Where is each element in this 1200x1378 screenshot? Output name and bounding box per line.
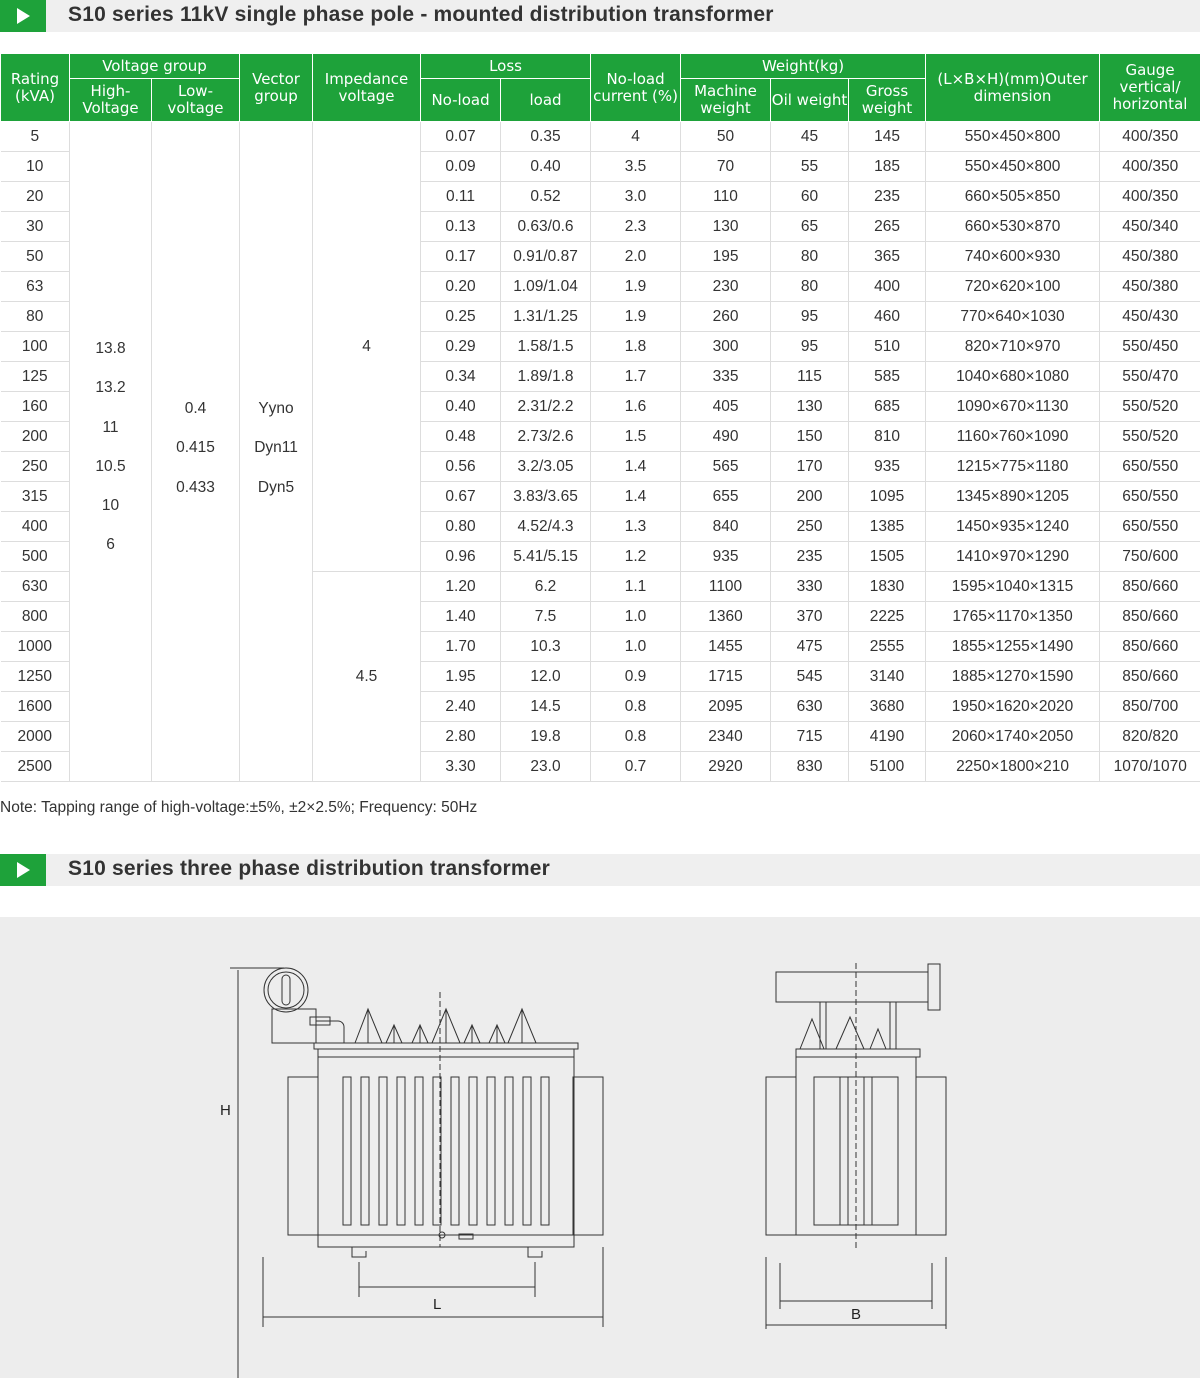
cell-outer-dimension: 1855×1255×1490 (926, 632, 1100, 662)
cell-machine-weight: 840 (681, 512, 771, 542)
cell-machine-weight: 1715 (681, 662, 771, 692)
cell-no-load-current: 1.0 (591, 602, 681, 632)
cell-machine-weight: 2340 (681, 722, 771, 752)
cell-no-load-current: 1.4 (591, 482, 681, 512)
cell-no-load-current: 2.0 (591, 242, 681, 272)
cell-no-load-loss: 0.13 (421, 212, 501, 242)
cell-rating: 63 (1, 272, 70, 302)
cell-rating: 160 (1, 392, 70, 422)
cell-outer-dimension: 1595×1040×1315 (926, 572, 1100, 602)
cell-gross-weight: 1505 (849, 542, 926, 572)
cell-oil-weight: 65 (771, 212, 849, 242)
cell-machine-weight: 130 (681, 212, 771, 242)
spec-table (0, 53, 1200, 782)
cell-oil-weight: 545 (771, 662, 849, 692)
cell-rating: 1250 (1, 662, 70, 692)
cell-outer-dimension: 2060×1740×2050 (926, 722, 1100, 752)
cell-machine-weight: 195 (681, 242, 771, 272)
cell-load-loss: 23.0 (501, 752, 591, 782)
cell-gauge: 850/660 (1100, 572, 1200, 602)
cell-no-load-loss: 0.17 (421, 242, 501, 272)
cell-high-voltage-group (70, 122, 152, 782)
header-no-load-current: No-load current (%) (591, 54, 681, 122)
cell-no-load-loss: 0.48 (421, 422, 501, 452)
cell-impedance-voltage: 4.5 (313, 572, 421, 782)
cell-no-load-loss: 0.80 (421, 512, 501, 542)
cell-oil-weight: 115 (771, 362, 849, 392)
cell-gross-weight: 585 (849, 362, 926, 392)
high-voltage-value: 13.2 (95, 379, 126, 397)
cell-gross-weight: 265 (849, 212, 926, 242)
cell-outer-dimension: 720×620×100 (926, 272, 1100, 302)
cell-rating: 2500 (1, 752, 70, 782)
cell-no-load-loss: 0.20 (421, 272, 501, 302)
cell-gauge: 450/380 (1100, 242, 1200, 272)
cell-no-load-loss: 3.30 (421, 752, 501, 782)
label-h: H (220, 1102, 231, 1119)
cell-load-loss: 3.2/3.05 (501, 452, 591, 482)
cell-no-load-current: 4 (591, 122, 681, 152)
cell-oil-weight: 170 (771, 452, 849, 482)
cell-machine-weight: 1455 (681, 632, 771, 662)
spec-table-body (1, 122, 1200, 782)
cell-gross-weight: 3680 (849, 692, 926, 722)
cell-no-load-current: 0.8 (591, 692, 681, 722)
cell-no-load-loss: 1.70 (421, 632, 501, 662)
cell-no-load-loss: 0.40 (421, 392, 501, 422)
section-header-three-phase (0, 854, 1200, 886)
cell-gross-weight: 460 (849, 302, 926, 332)
cell-no-load-loss: 0.11 (421, 182, 501, 212)
cell-load-loss: 14.5 (501, 692, 591, 722)
cell-machine-weight: 230 (681, 272, 771, 302)
cell-no-load-loss: 1.20 (421, 572, 501, 602)
cell-gross-weight: 365 (849, 242, 926, 272)
cell-outer-dimension: 660×530×870 (926, 212, 1100, 242)
section-title: S10 series 11kV single phase pole - mounted distribution transformer (68, 3, 774, 26)
cell-gauge: 550/520 (1100, 422, 1200, 452)
cell-load-loss: 3.83/3.65 (501, 482, 591, 512)
cell-oil-weight: 370 (771, 602, 849, 632)
cell-rating: 500 (1, 542, 70, 572)
cell-no-load-loss: 0.56 (421, 452, 501, 482)
cell-outer-dimension: 1410×970×1290 (926, 542, 1100, 572)
cell-oil-weight: 45 (771, 122, 849, 152)
header-machine-weight: Machine weight (681, 79, 771, 122)
low-voltage-value: 0.4 (184, 400, 207, 417)
cell-no-load-current: 1.7 (591, 362, 681, 392)
cell-impedance-voltage: 4 (313, 122, 421, 572)
cell-machine-weight: 1360 (681, 602, 771, 632)
cell-no-load-loss: 2.40 (421, 692, 501, 722)
high-voltage-value: 11 (102, 418, 119, 436)
cell-outer-dimension: 1765×1170×1350 (926, 602, 1100, 632)
cell-load-loss: 19.8 (501, 722, 591, 752)
cell-outer-dimension: 550×450×800 (926, 152, 1100, 182)
cell-gross-weight: 2225 (849, 602, 926, 632)
cell-load-loss: 1.58/1.5 (501, 332, 591, 362)
cell-no-load-loss: 0.25 (421, 302, 501, 332)
cell-outer-dimension: 1160×760×1090 (926, 422, 1100, 452)
cell-gauge: 750/600 (1100, 542, 1200, 572)
cell-outer-dimension: 740×600×930 (926, 242, 1100, 272)
cell-rating: 5 (1, 122, 70, 152)
cell-rating: 1600 (1, 692, 70, 722)
cell-rating: 800 (1, 602, 70, 632)
cell-oil-weight: 80 (771, 242, 849, 272)
cell-machine-weight: 935 (681, 542, 771, 572)
cell-load-loss: 1.09/1.04 (501, 272, 591, 302)
cell-no-load-current: 0.9 (591, 662, 681, 692)
cell-gauge: 550/470 (1100, 362, 1200, 392)
cell-outer-dimension: 660×505×850 (926, 182, 1100, 212)
high-voltage-value: 10 (101, 497, 120, 515)
cell-gauge: 650/550 (1100, 482, 1200, 512)
cell-load-loss: 5.41/5.15 (501, 542, 591, 572)
cell-no-load-loss: 0.96 (421, 542, 501, 572)
cell-rating: 400 (1, 512, 70, 542)
transformer-drawing-panel (0, 917, 1200, 1378)
header-load: load (501, 79, 591, 122)
header-low-voltage: Low-voltage (152, 79, 240, 122)
cell-no-load-current: 1.0 (591, 632, 681, 662)
cell-rating: 315 (1, 482, 70, 512)
cell-outer-dimension: 1950×1620×2020 (926, 692, 1100, 722)
cell-rating: 1000 (1, 632, 70, 662)
vector-group-value: Yyno (258, 400, 294, 417)
cell-no-load-loss: 0.09 (421, 152, 501, 182)
cell-no-load-loss: 1.40 (421, 602, 501, 632)
cell-load-loss: 2.31/2.2 (501, 392, 591, 422)
cell-no-load-current: 1.9 (591, 302, 681, 332)
cell-low-voltage-group (152, 122, 240, 782)
cell-load-loss: 10.3 (501, 632, 591, 662)
cell-gross-weight: 145 (849, 122, 926, 152)
high-voltage-value: 13.8 (95, 340, 126, 357)
cell-gauge: 550/520 (1100, 392, 1200, 422)
cell-no-load-current: 3.5 (591, 152, 681, 182)
cell-no-load-loss: 2.80 (421, 722, 501, 752)
cell-gauge: 1070/1070 (1100, 752, 1200, 782)
cell-machine-weight: 2920 (681, 752, 771, 782)
cell-machine-weight: 110 (681, 182, 771, 212)
cell-rating: 80 (1, 302, 70, 332)
cell-no-load-current: 1.8 (591, 332, 681, 362)
cell-machine-weight: 1100 (681, 572, 771, 602)
cell-outer-dimension: 770×640×1030 (926, 302, 1100, 332)
cell-gauge: 550/450 (1100, 332, 1200, 362)
cell-load-loss: 4.52/4.3 (501, 512, 591, 542)
cell-oil-weight: 235 (771, 542, 849, 572)
header-rating: Rating (kVA) (1, 54, 70, 122)
cell-no-load-loss: 0.29 (421, 332, 501, 362)
cell-gross-weight: 400 (849, 272, 926, 302)
cell-outer-dimension: 1215×775×1180 (926, 452, 1100, 482)
cell-rating: 50 (1, 242, 70, 272)
cell-outer-dimension: 1090×670×1130 (926, 392, 1100, 422)
header-oil-weight: Oil weight (771, 79, 849, 122)
cell-load-loss: 6.2 (501, 572, 591, 602)
cell-oil-weight: 95 (771, 302, 849, 332)
cell-gross-weight: 2555 (849, 632, 926, 662)
low-voltage-value: 0.415 (176, 439, 215, 457)
cell-load-loss: 0.63/0.6 (501, 212, 591, 242)
front-view-drawing (230, 968, 603, 1378)
cell-rating: 200 (1, 422, 70, 452)
cell-oil-weight: 150 (771, 422, 849, 452)
cell-load-loss: 7.5 (501, 602, 591, 632)
cell-rating: 250 (1, 452, 70, 482)
cell-gauge: 450/340 (1100, 212, 1200, 242)
high-voltage-value: 10.5 (95, 457, 126, 475)
cell-oil-weight: 95 (771, 332, 849, 362)
cell-oil-weight: 830 (771, 752, 849, 782)
cell-gauge: 820/820 (1100, 722, 1200, 752)
cell-gauge: 400/350 (1100, 122, 1200, 152)
cell-rating: 20 (1, 182, 70, 212)
cell-oil-weight: 715 (771, 722, 849, 752)
header-no-load: No-load (421, 79, 501, 122)
header-loss: Loss (421, 54, 591, 79)
cell-gauge: 850/660 (1100, 662, 1200, 692)
cell-gross-weight: 935 (849, 452, 926, 482)
cell-load-loss: 0.52 (501, 182, 591, 212)
cell-machine-weight: 565 (681, 452, 771, 482)
cell-gross-weight: 510 (849, 332, 926, 362)
cell-gross-weight: 1385 (849, 512, 926, 542)
cell-oil-weight: 630 (771, 692, 849, 722)
cell-outer-dimension: 2250×1800×210 (926, 752, 1100, 782)
cell-oil-weight: 250 (771, 512, 849, 542)
cell-rating: 125 (1, 362, 70, 392)
cell-outer-dimension: 1040×680×1080 (926, 362, 1100, 392)
cell-outer-dimension: 820×710×970 (926, 332, 1100, 362)
cell-machine-weight: 300 (681, 332, 771, 362)
cell-gross-weight: 810 (849, 422, 926, 452)
header-gross-weight: Gross weight (849, 79, 926, 122)
cell-load-loss: 2.73/2.6 (501, 422, 591, 452)
cell-no-load-current: 0.8 (591, 722, 681, 752)
cell-gauge: 850/660 (1100, 602, 1200, 632)
label-b: B (851, 1306, 862, 1323)
header-outer-dimension: (L×B×H)(mm)Outer dimension (926, 54, 1100, 122)
cell-gross-weight: 1830 (849, 572, 926, 602)
note-text: Note: Tapping range of high-voltage:±5%, ±2×2.5%; Frequency: 50Hz (0, 799, 478, 816)
cell-gauge: 450/380 (1100, 272, 1200, 302)
cell-gross-weight: 1095 (849, 482, 926, 512)
cell-no-load-current: 1.9 (591, 272, 681, 302)
cell-load-loss: 0.40 (501, 152, 591, 182)
header-weight: Weight(kg) (681, 54, 926, 79)
cell-load-loss: 1.89/1.8 (501, 362, 591, 392)
high-voltage-value: 6 (106, 536, 115, 554)
cell-no-load-current: 3.0 (591, 182, 681, 212)
cell-outer-dimension: 1450×935×1240 (926, 512, 1100, 542)
low-voltage-value: 0.433 (176, 478, 215, 496)
cell-machine-weight: 490 (681, 422, 771, 452)
cell-gross-weight: 5100 (849, 752, 926, 782)
cell-load-loss: 1.31/1.25 (501, 302, 591, 332)
header-high-voltage: High-Voltage (70, 79, 152, 122)
section-header-single-phase (0, 0, 1200, 32)
cell-load-loss: 12.0 (501, 662, 591, 692)
cell-gauge: 450/430 (1100, 302, 1200, 332)
cell-gross-weight: 4190 (849, 722, 926, 752)
cell-oil-weight: 475 (771, 632, 849, 662)
cell-machine-weight: 405 (681, 392, 771, 422)
cell-load-loss: 0.35 (501, 122, 591, 152)
cell-gross-weight: 185 (849, 152, 926, 182)
cell-machine-weight: 335 (681, 362, 771, 392)
cell-rating: 10 (1, 152, 70, 182)
cell-oil-weight: 130 (771, 392, 849, 422)
cell-no-load-current: 0.7 (591, 752, 681, 782)
vector-group-value: Dyn5 (257, 478, 295, 496)
label-l: L (433, 1296, 442, 1313)
header-vector-group: Vector group (240, 54, 313, 122)
cell-gross-weight: 685 (849, 392, 926, 422)
cell-no-load-current: 1.1 (591, 572, 681, 602)
cell-outer-dimension: 1885×1270×1590 (926, 662, 1100, 692)
cell-vector-group (240, 122, 313, 782)
play-arrow-icon (0, 0, 46, 32)
cell-gauge: 400/350 (1100, 182, 1200, 212)
cell-oil-weight: 330 (771, 572, 849, 602)
transformer-drawing (0, 917, 1200, 1378)
cell-load-loss: 0.91/0.87 (501, 242, 591, 272)
play-arrow-icon (0, 854, 46, 886)
cell-rating: 100 (1, 332, 70, 362)
cell-outer-dimension: 1345×890×1205 (926, 482, 1100, 512)
cell-gauge: 650/550 (1100, 452, 1200, 482)
cell-rating: 30 (1, 212, 70, 242)
cell-gauge: 850/700 (1100, 692, 1200, 722)
cell-no-load-current: 1.5 (591, 422, 681, 452)
cell-oil-weight: 200 (771, 482, 849, 512)
cell-rating: 630 (1, 572, 70, 602)
cell-rating: 2000 (1, 722, 70, 752)
cell-outer-dimension: 550×450×800 (926, 122, 1100, 152)
cell-machine-weight: 50 (681, 122, 771, 152)
cell-no-load-loss: 0.07 (421, 122, 501, 152)
header-impedance-voltage: Impedance voltage (313, 54, 421, 122)
cell-no-load-current: 1.4 (591, 452, 681, 482)
cell-machine-weight: 260 (681, 302, 771, 332)
cell-no-load-current: 1.6 (591, 392, 681, 422)
cell-gauge: 400/350 (1100, 152, 1200, 182)
table-row (1, 122, 1200, 152)
header-gauge: Gauge vertical/ horizontal (1100, 54, 1200, 122)
cell-gauge: 850/660 (1100, 632, 1200, 662)
cell-no-load-current: 1.3 (591, 512, 681, 542)
cell-no-load-loss: 1.95 (421, 662, 501, 692)
cell-no-load-loss: 0.67 (421, 482, 501, 512)
cell-oil-weight: 80 (771, 272, 849, 302)
section-title: S10 series three phase distribution transformer (68, 857, 551, 880)
header-voltage-group: Voltage group (70, 54, 240, 79)
cell-oil-weight: 55 (771, 152, 849, 182)
cell-no-load-loss: 0.34 (421, 362, 501, 392)
cell-machine-weight: 2095 (681, 692, 771, 722)
cell-gross-weight: 3140 (849, 662, 926, 692)
vector-group-value: Dyn11 (254, 439, 298, 457)
cell-no-load-current: 1.2 (591, 542, 681, 572)
cell-oil-weight: 60 (771, 182, 849, 212)
cell-gross-weight: 235 (849, 182, 926, 212)
cell-no-load-current: 2.3 (591, 212, 681, 242)
cell-gauge: 650/550 (1100, 512, 1200, 542)
cell-machine-weight: 70 (681, 152, 771, 182)
cell-machine-weight: 655 (681, 482, 771, 512)
